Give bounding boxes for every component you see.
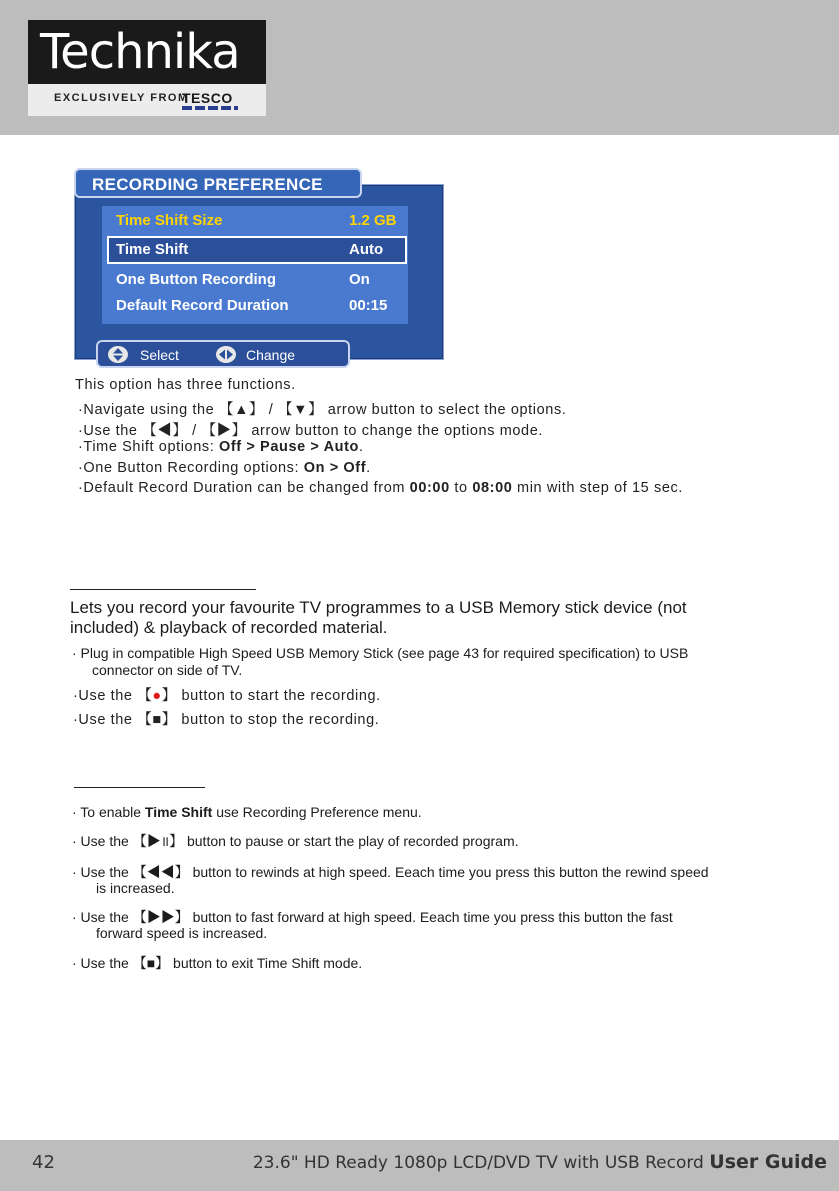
osd-help-bar <box>96 340 350 368</box>
section-divider <box>70 589 256 590</box>
usb-lead-line-2: included) & playback of recorded material. <box>70 618 388 637</box>
usb-lead-line-1: Lets you record your favourite TV programmes to a USB Memory stick device (not <box>70 598 687 617</box>
play-pause-key-icon: 【▶॥】 <box>132 833 184 849</box>
tesco-stripes <box>182 106 238 110</box>
usb-plug-line-2: connector on side of TV. <box>92 662 243 678</box>
osd-row-label: Time Shift Size <box>116 212 223 229</box>
start-recording-instruction: ·Use the 【●】 button to start the recording. <box>73 688 381 704</box>
osd-row-label: Default Record Duration <box>116 297 289 314</box>
tesco-logo: TESCO <box>182 90 233 106</box>
exit-instruction: · Use the 【■】 button to exit Time Shift mode. <box>72 955 363 971</box>
osd-row-time-shift-size[interactable] <box>116 212 406 234</box>
logo-wordmark: Technika <box>40 24 240 80</box>
osd-row-time-shift[interactable] <box>116 241 406 263</box>
section-divider <box>74 787 205 788</box>
osd-row-label: One Button Recording <box>116 271 276 288</box>
footer-title: 23.6" HD Ready 1080p LCD/DVD TV with USB Record User Guide <box>252 1151 827 1173</box>
osd-row-value: Auto <box>349 241 384 258</box>
pause-instruction: · Use the 【▶॥】 button to pause or start the play of recorded program. <box>72 833 519 849</box>
rewind-instruction-cont: is increased. <box>96 880 175 896</box>
time-shift-options: ·Time Shift options: Off > Pause > Auto. <box>78 439 364 455</box>
record-key-icon: 【●】 <box>137 688 177 704</box>
left-arrow-key-icon: 【◀】 <box>142 423 188 439</box>
osd-row-value: On <box>349 271 370 288</box>
usb-plug-line-1: · Plug in compatible High Speed USB Memory Stick (see page 43 for required specification) to USB <box>72 645 689 661</box>
down-arrow-key-icon: 【▼】 <box>278 402 324 418</box>
rewind-instruction: · Use the 【◀◀】 button to rewinds at high speed. Eeach time you press this button the rewind speed <box>72 864 709 880</box>
page-header <box>0 0 839 135</box>
osd-row-one-button-recording[interactable] <box>116 271 406 293</box>
intro-text: This option has three functions. <box>75 377 296 393</box>
fast-forward-instruction-cont: forward speed is increased. <box>96 925 268 941</box>
change-instruction: ·Use the 【◀】 / 【▶】 arrow button to change the options mode. <box>78 423 543 439</box>
enable-time-shift: · To enable Time Shift use Recording Preference menu. <box>72 804 422 820</box>
page-footer <box>0 1140 839 1191</box>
user-guide-label: User Guide <box>709 1151 827 1173</box>
osd-row-label: Time Shift <box>116 241 189 258</box>
technika-logo <box>28 20 266 116</box>
osd-row-value: 00:15 <box>349 297 388 314</box>
one-button-options: ·One Button Recording options: On > Off. <box>78 460 371 476</box>
stop-key-icon: 【■】 <box>132 955 170 971</box>
stop-key-icon: 【■】 <box>137 712 177 728</box>
help-change-label: Change <box>246 347 296 363</box>
page-number: 42 <box>32 1152 55 1173</box>
stop-recording-instruction: ·Use the 【■】 button to stop the recording. <box>73 712 380 728</box>
left-right-icon <box>216 346 236 363</box>
help-select-label: Select <box>140 347 179 363</box>
right-arrow-key-icon: 【▶】 <box>201 423 247 439</box>
logo-exclusive-text: EXCLUSIVELY FROM <box>54 92 189 104</box>
osd-row-default-record-duration[interactable] <box>116 297 406 319</box>
fast-forward-key-icon: 【▶▶】 <box>132 909 189 925</box>
up-down-icon <box>108 346 128 363</box>
osd-row-value: 1.2 GB <box>349 212 397 229</box>
rewind-key-icon: 【◀◀】 <box>132 864 189 880</box>
osd-title: RECORDING PREFERENCE <box>74 168 362 198</box>
fast-forward-instruction: · Use the 【▶▶】 button to fast forward at high speed. Eeach time you press this button the fast <box>72 909 673 925</box>
nav-instruction: ·Navigate using the 【▲】 / 【▼】 arrow button to select the options. <box>78 402 567 418</box>
up-arrow-key-icon: 【▲】 <box>218 402 265 418</box>
duration-options: ·Default Record Duration can be changed from 00:00 to 08:00 min with step of 15 sec. <box>78 480 683 496</box>
